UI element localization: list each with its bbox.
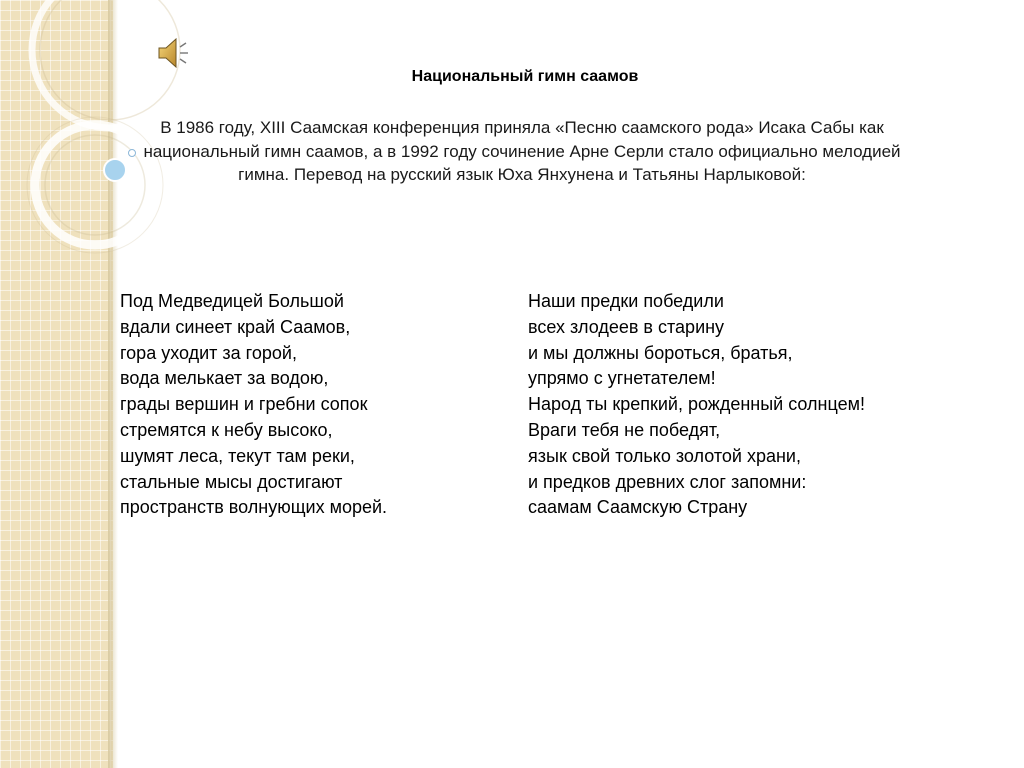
speaker-icon[interactable] [155,33,195,73]
verse-line: гора уходит за горой, [120,342,297,363]
verse-line: стальные мысы достигают [120,471,343,492]
verse-line: саамам Саамскую Страну [528,497,748,518]
verse-line: язык свой только золотой храни, [528,445,801,466]
verse-line: всех злодеев в старину [528,316,725,337]
verse-line: пространств волнующих морей. [120,497,388,518]
verse-line: Наши предки победили [528,291,724,311]
verse-line: вдали синеет край Саамов, [120,316,351,337]
verse-right [528,289,968,521]
verse-line: Под Медведицей Большой [120,291,344,311]
intro-paragraph: В 1986 году, XIII Саамская конференция приняла «Песню саамского рода» Исака Сабы как национальный гимн саамов, а в 1992 году сочинение Арне Серли стало официально мелодией гимна. Перевод на русский язык Юха Янхунена и Татьяны Нарлыковой: [143,118,901,184]
verse-line: упрямо с угнетателем! [528,368,716,389]
verse-line: вода мелькает за водою, [120,368,329,389]
verse-line: Враги тебя не победят, [528,419,721,440]
verse-line: и мы должны бороться, братья, [528,342,793,363]
verse-line: стремятся к небу высоко, [120,419,333,440]
verse-line: грады вершин и гребни сопок [120,394,368,415]
verse-line: и предков древних слог запомни: [528,471,807,492]
verse-line: шумят леса, текут там реки, [120,445,355,466]
verse-left [120,289,510,521]
verse-line: Народ ты крепкий, рожденный солнцем! [528,394,865,415]
page-title: Национальный гимн саамов [411,68,639,85]
